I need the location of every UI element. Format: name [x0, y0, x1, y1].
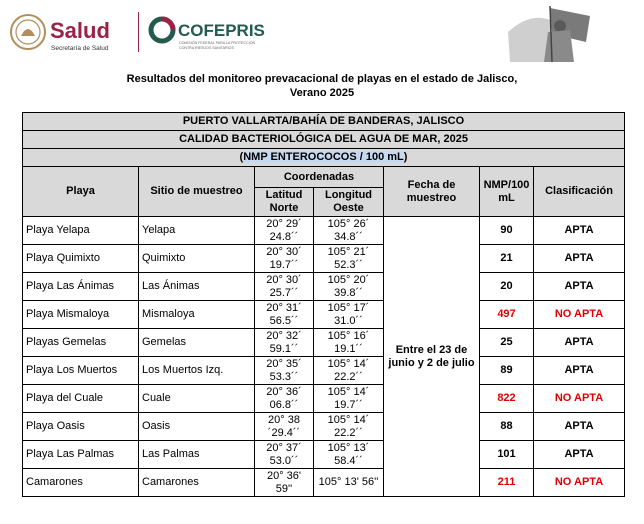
cell-longitud: 105° 14´ 22.2´´ [314, 413, 384, 441]
cell-longitud: 105° 20´ 39.8´´ [314, 273, 384, 301]
table-row [23, 245, 625, 273]
cell-nmp: 25 [480, 329, 534, 357]
title-line-1: Resultados del monitoreo prevacacional de playas en el estado de Jalisco, [126, 73, 518, 85]
cell-nmp: 89 [480, 357, 534, 385]
header-playa: Playa [23, 167, 139, 217]
cell-nmp: 90 [480, 217, 534, 245]
cell-sitio: Camarones [139, 469, 255, 497]
table-row [23, 273, 625, 301]
cell-longitud: 105° 26´ 34.8´´ [314, 217, 384, 245]
band-units [23, 149, 625, 167]
cell-longitud: 105° 17´ 31.0´´ [314, 301, 384, 329]
cell-sitio: Cuale [139, 385, 255, 413]
cell-playa: Playa Las Ánimas [23, 273, 139, 301]
cell-clasificacion: NO APTA [534, 301, 625, 329]
cell-clasificacion: NO APTA [534, 385, 625, 413]
table-row [23, 357, 625, 385]
cell-latitud: 20° 36' 59'' [255, 469, 314, 497]
cofepris-brand-text: COFEPRIS [178, 21, 265, 40]
cell-clasificacion: APTA [534, 329, 625, 357]
cell-latitud: 20° 32´ 59.1´´ [255, 329, 314, 357]
cell-sitio: Gemelas [139, 329, 255, 357]
cell-nmp: 211 [480, 469, 534, 497]
cell-clasificacion: APTA [534, 357, 625, 385]
table-row [23, 329, 625, 357]
band-location: PUERTO VALLARTA/BAHÍA DE BANDERAS, JALISCO [23, 113, 625, 131]
band-units-main: NMP ENTEROCOCOS / 100 mL [243, 151, 404, 163]
cell-longitud: 105° 13´ 58.4´´ [314, 441, 384, 469]
cell-sitio: Las Palmas [139, 441, 255, 469]
header-nmp: NMP/100 mL [480, 167, 534, 217]
band-units-close: ) [403, 151, 408, 163]
woman-flag-emblem-icon [500, 2, 600, 64]
table-row [23, 217, 625, 245]
cell-clasificacion: APTA [534, 413, 625, 441]
cell-clasificacion: APTA [534, 441, 625, 469]
salud-logo [8, 10, 132, 56]
header-sitio: Sitio de muestreo [139, 167, 255, 217]
cell-fecha: Entre el 23 de junio y 2 de julio [384, 217, 480, 497]
cell-longitud: 105° 14´ 22.2´´ [314, 357, 384, 385]
table-row [23, 441, 625, 469]
header-longitud: Longitud Oeste [314, 188, 384, 217]
cell-nmp: 21 [480, 245, 534, 273]
cofepris-sub1: COMISIÓN FEDERAL PARA LA PROTECCIÓN [179, 41, 256, 45]
cell-playa: Playa Las Palmas [23, 441, 139, 469]
cell-clasificacion: NO APTA [534, 469, 625, 497]
header-clasificacion: Clasificación [534, 167, 625, 217]
cell-nmp: 497 [480, 301, 534, 329]
cell-longitud: 105° 13' 56'' [314, 469, 384, 497]
band-quality: CALIDAD BACTERIOLÓGICA DEL AGUA DE MAR, 2025 [23, 131, 625, 149]
table-row [23, 301, 625, 329]
band-units-open: ( [239, 151, 244, 163]
cell-playa: Playa Quimixto [23, 245, 139, 273]
cell-latitud: 20° 31´ 56.5´´ [255, 301, 314, 329]
results-table [22, 112, 625, 497]
title-line-2: Verano 2025 [289, 87, 355, 99]
cell-clasificacion: APTA [534, 217, 625, 245]
cofepris-circle-icon [151, 19, 173, 41]
cell-playa: Camarones [23, 469, 139, 497]
cofepris-sub2: CONTRA RIESGOS SANITARIOS [179, 46, 234, 50]
cell-playa: Playas Gemelas [23, 329, 139, 357]
cell-longitud: 105° 16´ 19.1´´ [314, 329, 384, 357]
salud-sub-text: Secretaría de Salud [51, 45, 109, 52]
cell-playa: Playa Oasis [23, 413, 139, 441]
header-fecha: Fecha de muestreo [384, 167, 480, 217]
salud-brand-text: Salud [50, 18, 110, 43]
cell-longitud: 105° 21´ 52.3´´ [314, 245, 384, 273]
cell-longitud: 105° 14´ 19.7´´ [314, 385, 384, 413]
cell-latitud: 20° 30´ 25.7´´ [255, 273, 314, 301]
cell-latitud: 20° 30´ 19.7´´ [255, 245, 314, 273]
cell-playa: Playa Mismaloya [23, 301, 139, 329]
logo-divider [138, 12, 139, 52]
cell-sitio: Quimixto [139, 245, 255, 273]
cell-sitio: Yelapa [139, 217, 255, 245]
cell-sitio: Las Ánimas [139, 273, 255, 301]
cell-latitud: 20° 36´ 06.8´´ [255, 385, 314, 413]
cell-latitud: 20° 35´ 53.3´´ [255, 357, 314, 385]
cell-nmp: 20 [480, 273, 534, 301]
page-header [0, 0, 644, 66]
cell-nmp: 88 [480, 413, 534, 441]
cell-playa: Playa Los Muertos [23, 357, 139, 385]
table-row [23, 385, 625, 413]
cofepris-logo [148, 10, 278, 54]
cell-clasificacion: APTA [534, 273, 625, 301]
header-latitud: Latitud Norte [255, 188, 314, 217]
document-title [0, 72, 644, 100]
cell-playa: Playa Yelapa [23, 217, 139, 245]
cell-playa: Playa del Cuale [23, 385, 139, 413]
table-row [23, 413, 625, 441]
cell-latitud: 20° 37´ 53.0´´ [255, 441, 314, 469]
cell-sitio: Mismaloya [139, 301, 255, 329]
cell-clasificacion: APTA [534, 245, 625, 273]
cell-nmp: 101 [480, 441, 534, 469]
cell-latitud: 20° 29´ 24.8´´ [255, 217, 314, 245]
cell-sitio: Oasis [139, 413, 255, 441]
cell-latitud: 20° 38 ´29.4´´ [255, 413, 314, 441]
cell-sitio: Los Muertos Izq. [139, 357, 255, 385]
eagle-emblem-icon [11, 15, 45, 49]
cell-nmp: 822 [480, 385, 534, 413]
header-coordenadas: Coordenadas [255, 167, 384, 188]
table-row [23, 469, 625, 497]
